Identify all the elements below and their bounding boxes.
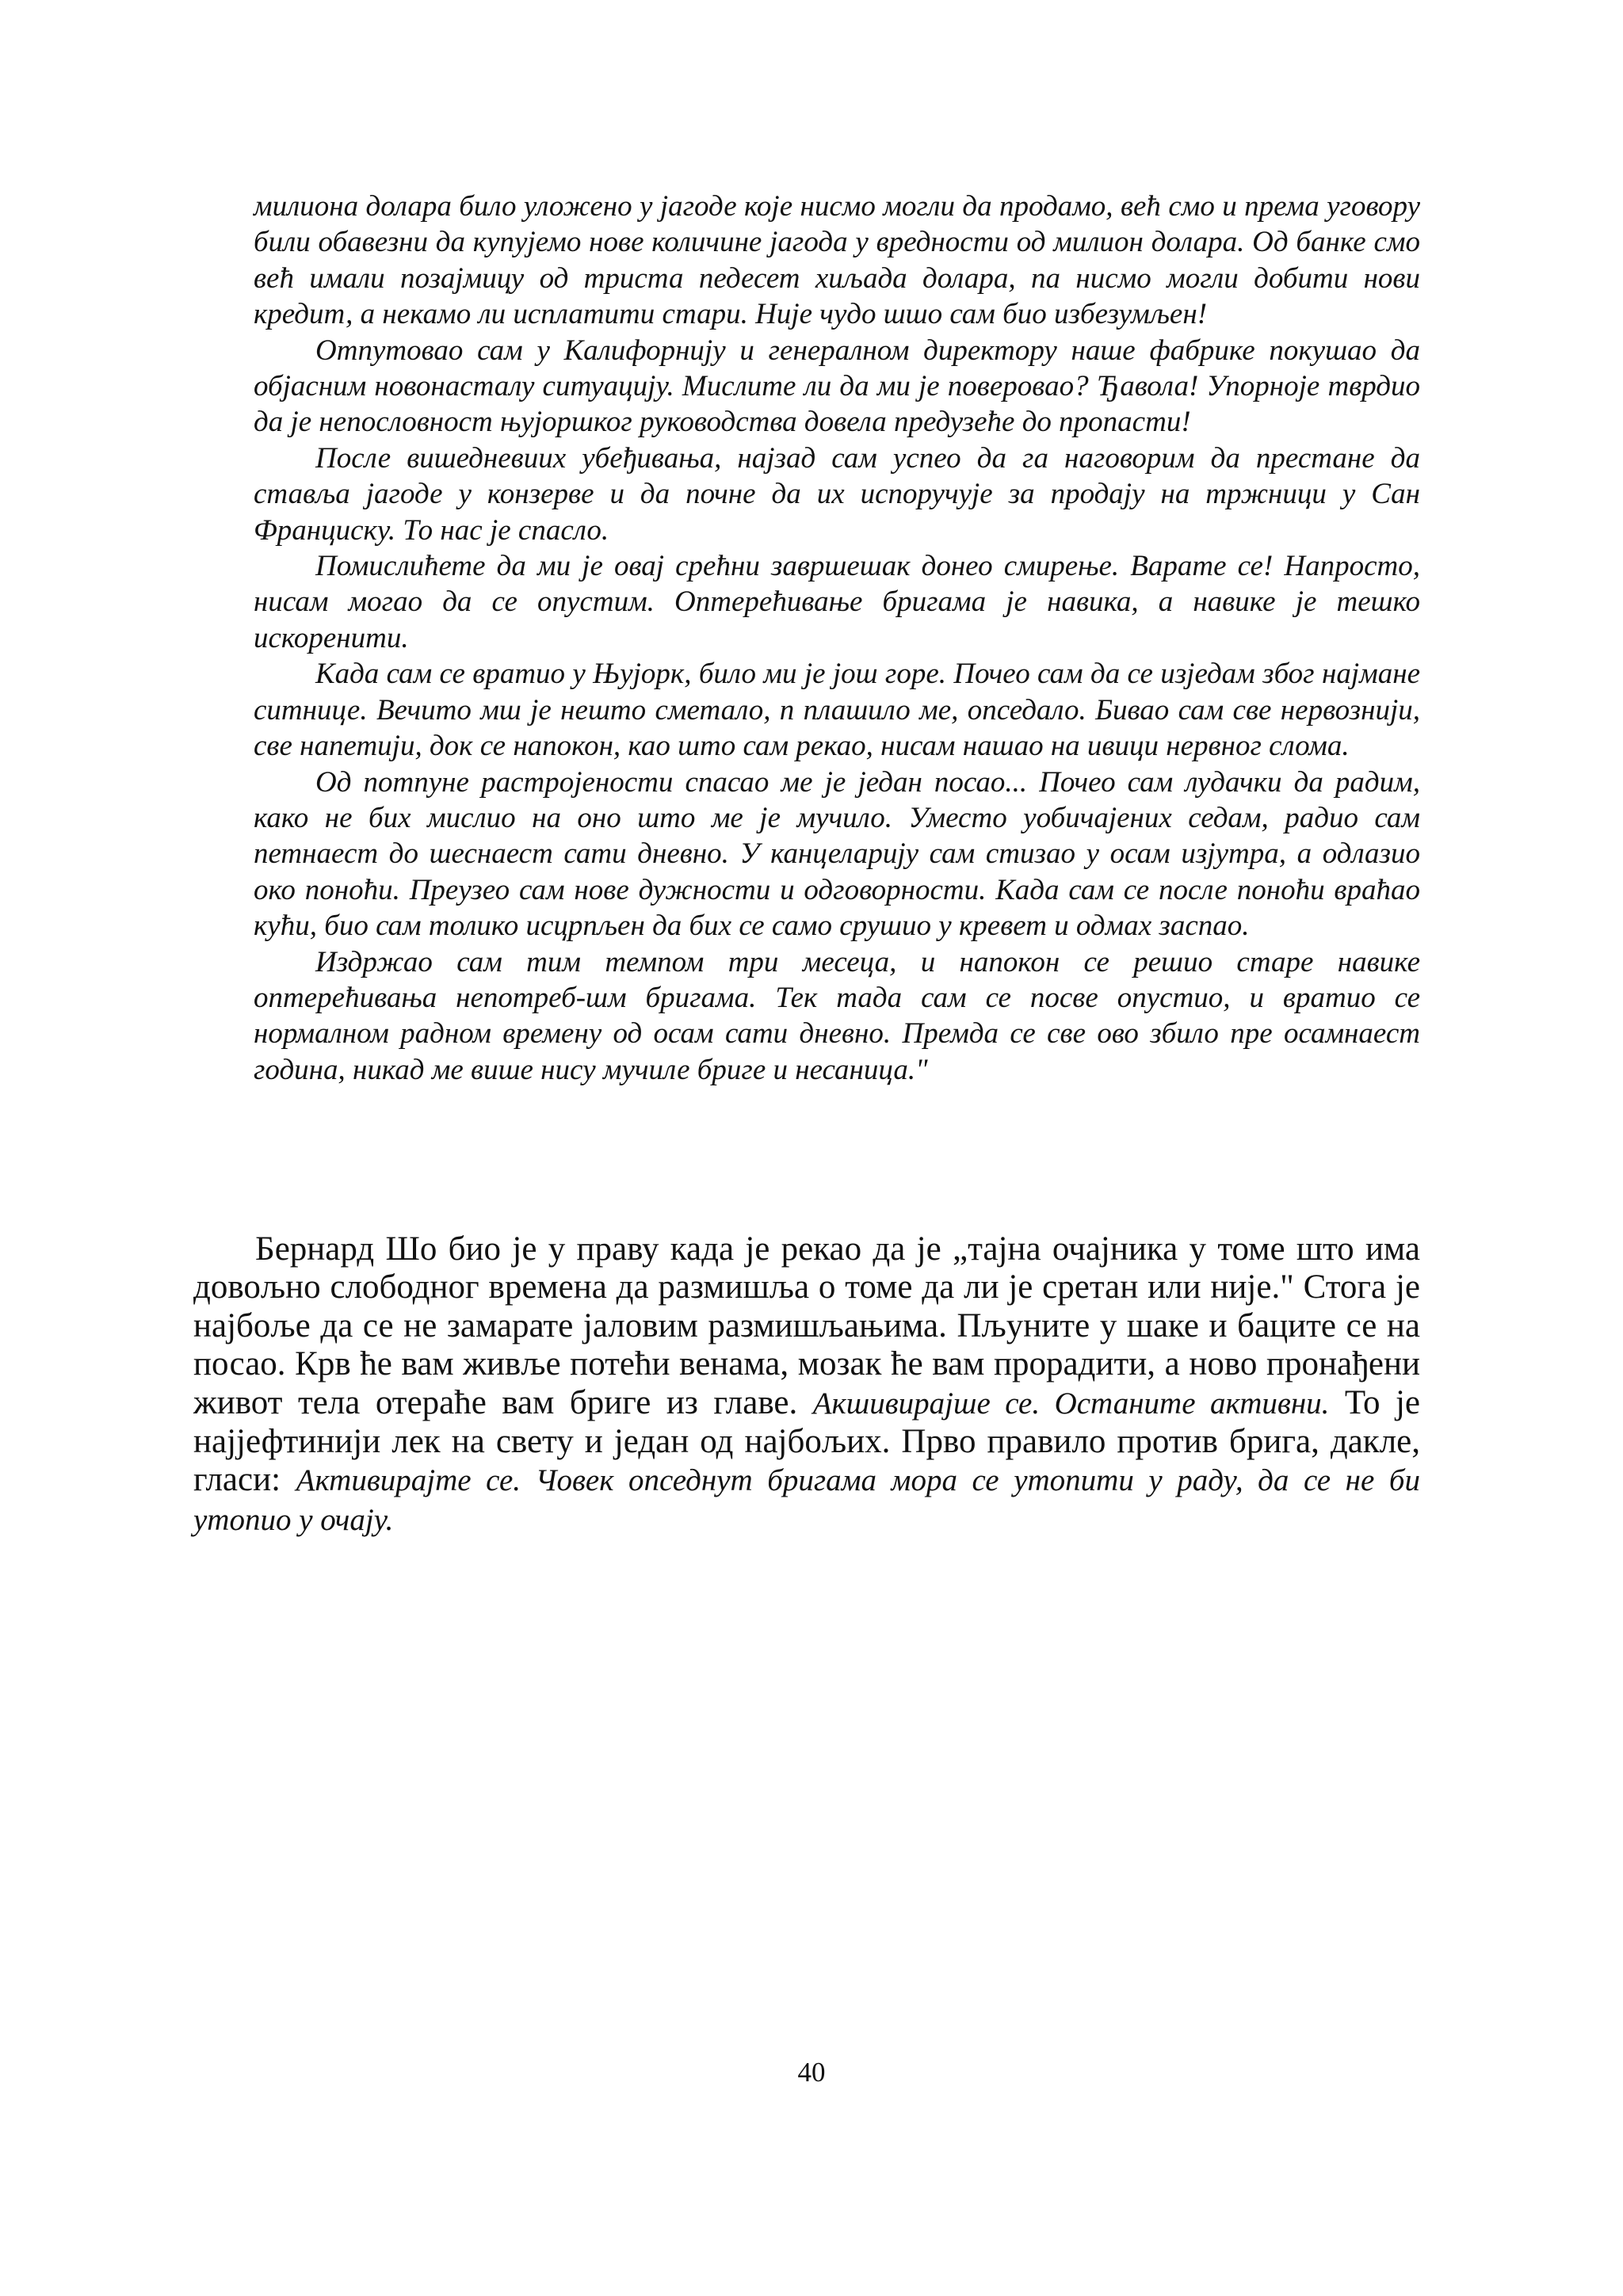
quote-paragraph-5: Када сам се вратио у Њујорк, било ми је још горе. Почео сам да се изједам због најмане ситнице. Вечито мш је нешто сметало, п плашило ме, опседало. Бивао сам све нервознији, све напетији, док се напокон, као што сам рекао, нисам нашао на ивици нервног слома.: [254, 658, 1420, 763]
body-italic-phrase-2: Активирајте се. Човек опседнут бригама мора се утопити у раду, да се не би утопио у очају.: [193, 1463, 1421, 1537]
quote-paragraph-7: Издржао сам тим темпом три месеца, и напокон се решио старе навике оптерећивања непотреб-шм бригама. Тек тада сам се посве опустио, и вратио се нормалном радном времену од осам сати дневно. Премда се све ово збило пре осамнаест година, никад ме више нису мучиле бриге и несаница.": [254, 945, 1420, 1086]
quote-paragraph-2: Отпутовао сам у Калифорнију и генералном директору наше фабрике покушао да објасним новонасталу ситуацију. Мислите ли да ми је поверовао? Ђавола! Упорноје тврдио да је непословност њујоршког руководства довела предузеће до пропасти!: [254, 334, 1420, 439]
body-text-part-2: То је најјефтинији лек на свету и један од најбољих. Прво правило против брига, дакле, гласи:: [193, 1383, 1420, 1499]
quote-paragraph-4: Помислићете да ми је овај срећни завршешак донео смирење. Варате се! Напросто, нисам могао да се опустим. Оптерећивање бригама је навика, а навике је тешко искоренити.: [254, 550, 1420, 654]
quoted-letter: [254, 189, 1420, 1088]
quote-paragraph-6: Од потпуне растројености спасао ме је један посао... Почео сам лудачки да радим, како не бих мислио на оно што ме је мучило. Уместо уобичајених седам, радио сам петнаест до шеснаест сати дневно. У канцеларију сам стизао у осам изјутра, а одлазио око поноћи. Преузео сам нове дужности и одговорности. Када сам се после поноћи враћао кући, био сам толико исцрпљен да бих се само срушио у кревет и одмах заспао.: [254, 765, 1420, 943]
quote-paragraph-1: милиона долара било уложено у јагоде које нисмо могли да продамо, већ смо и према уговору били обавезни да купујемо нове количине јагода у вредности од милион долара. Од банке смо већ имали позајмицу од триста педесет хиљада долара, па нисмо могли добити нови кредит, а некамо ли исплатити стари. Није чудо шшо сам био избезумљен!: [254, 190, 1420, 331]
body-paragraph: [193, 1230, 1420, 1539]
quote-paragraph-3: После вишедневиих убеђивања, најзад сам успео да га наговорим да престане да ставља јагоде у конзерве и да почне да их испоручује за продају на тржници у Сан Франциску. То нас је спасло.: [254, 441, 1420, 547]
body-text-part-1: Бернард Шо био је у праву када је рекао да је „тајна очајника у томе што има довољно слободног времена да размишља о томе да ли је сретан или није." Стога је најбоље да се не замарате јаловим размишљањима. Пљуните у шаке и баците се на посао. Крв ће вам живље потећи венама, мозак ће вам прорадити, а ново пронађени живот тела отераће вам бриге из главе.: [193, 1230, 1420, 1421]
page-number: 40: [797, 2057, 826, 2088]
body-text: [193, 1230, 1420, 1539]
body-italic-phrase-1: Акшивирајше се. Останите активни.: [812, 1386, 1330, 1421]
